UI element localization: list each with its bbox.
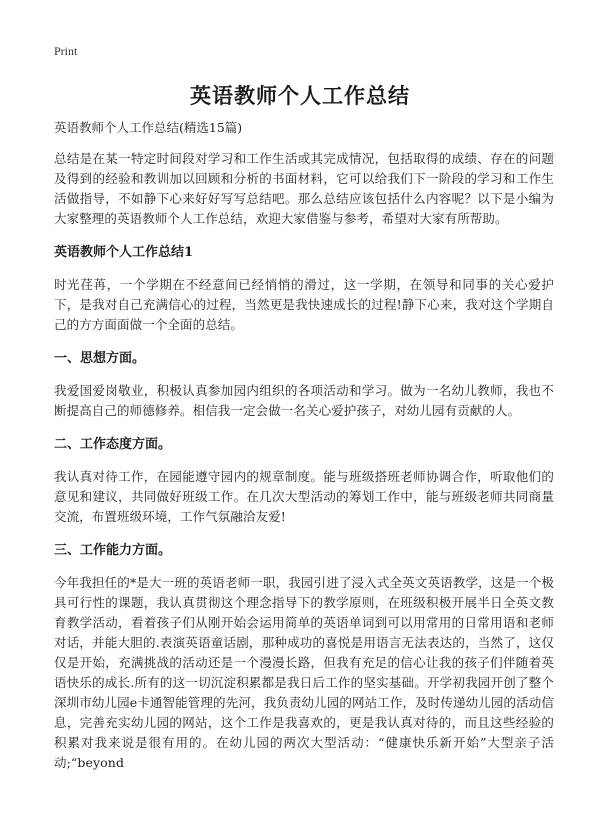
section-body-attitude: 我认真对待工作，在园能遵守园内的规章制度。能与班级搭班老师协调合作，听取他们的意见和建议，共同做好班级工作。在几次大型活动的筹划工作中，能与班级老师共同商量交流，布置班级环境，工作气氛融洽友爱! [54,469,554,524]
article-intro-paragraph: 时光荏苒，一个学期在不经意间已经悄悄的滑过，这一学期，在领导和同事的关心爱护下，是我对自己充满信心的过程，当然更是我快速成长的过程!静下心来，我对这个学期自己的方方面面做一个全面的总结。 [54,277,554,332]
article-heading: 英语教师个人工作总结1 [54,245,194,260]
article-content [54,118,554,787]
section-heading-attitude: 二、工作态度方面。 [54,437,172,452]
section-heading-ability: 三、工作能力方面。 [54,543,172,558]
document-subtitle: 英语教师个人工作总结(精选15篇) [54,120,243,135]
section-body-ability: 今年我担任的*是大一班的英语老师一职，我园引进了浸入式全英文英语教学，这是一个极具可行性的课题，我认真贯彻这个理念指导下的教学原则，在班级积极开展半日全英文教育教学活动，看着孩子们从刚开始会运用简单的英语单词到可以用常用的日常用语和老师对话，并能大胆的.表演英语童话剧，那种成功的喜悦是用语言无法表达的，当然了，这仅仅是开始，充满挑战的活动还是一个漫漫长路，但我有充足的信心让我的孩子们伴随着英语快乐的成长.所有的这一切沉淀积累都是我日后工作的坚实基础。开学初我园开创了整个深圳市幼儿园e卡通智能管理的先河，我负责幼儿园的网站工作，及时传递幼儿园的活动信息，完善充实幼儿园的网站，这个工作是我喜欢的，更是我认真对待的，而且这些经验的积累对我来说是很有用的。在幼儿园的两次大型活动：“健康快乐新开始”大型亲子活动;“beyond [54,575,554,770]
section-heading-thought: 一、思想方面。 [54,351,146,366]
section-body-thought: 我爱国爱岗敬业，积极认真参加园内组织的各项活动和学习。做为一名幼儿教师，我也不断提高自己的师德修养。相信我一定会做一名关心爱护孩子，对幼儿园有贡献的人。 [54,383,554,418]
print-link[interactable]: Print [54,44,78,58]
page-title: 英语教师个人工作总结 [190,83,410,108]
intro-paragraph: 总结是在某一特定时间段对学习和工作生活或其完成情况，包括取得的成绩、存在的问题及得到的经验和教训加以回顾和分析的书面材料，它可以给我们下一阶段的学习和工作生活做指导，不如静下心来好好写写总结吧。那么总结应该包括什么内容呢？以下是小编为大家整理的英语教师个人工作总结，欢迎大家借鉴与参考，希望对大家有所帮助。 [54,151,554,226]
